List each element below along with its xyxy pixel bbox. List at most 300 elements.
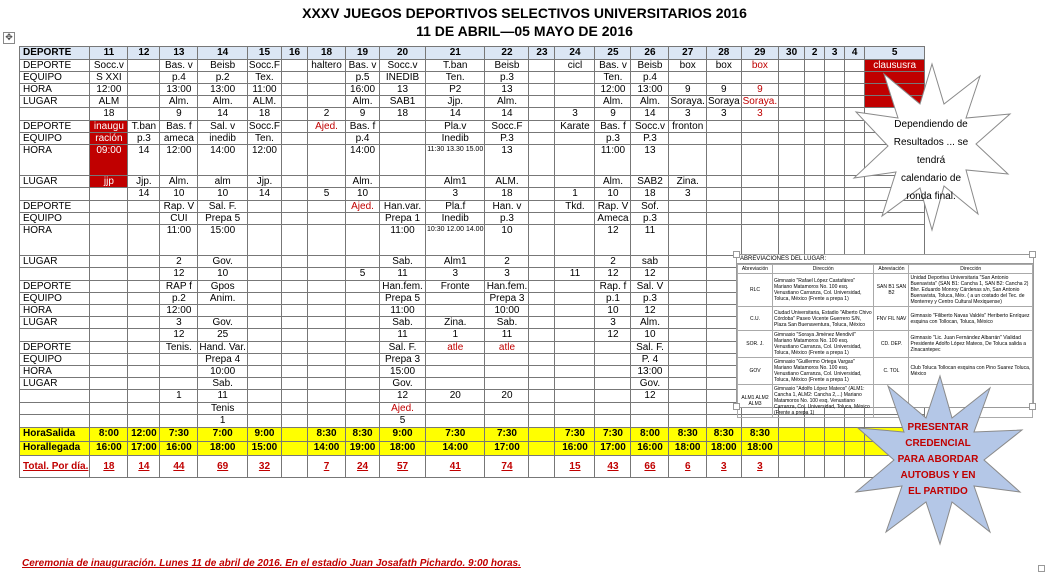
schedule-cell: 10 — [346, 188, 380, 201]
schedule-cell — [247, 225, 281, 256]
schedule-cell: 8:30 — [741, 428, 778, 442]
schedule-cell: 14 — [198, 47, 248, 60]
schedule-cell — [669, 145, 706, 176]
abbreviations-header-cell: Dirección — [773, 265, 874, 274]
schedule-cell — [529, 293, 555, 305]
schedule-cell: Alm. — [595, 96, 631, 108]
schedule-cell — [779, 456, 805, 478]
schedule-cell: p.4 — [346, 133, 380, 145]
schedule-cell: Bas. v — [346, 60, 380, 72]
schedule-cell: T.ban — [128, 121, 160, 133]
schedule-cell — [346, 415, 380, 428]
schedule-cell — [741, 213, 778, 225]
schedule-cell — [128, 329, 160, 342]
schedule-cell — [346, 390, 380, 403]
schedule-cell — [346, 342, 380, 354]
schedule-cell: Sab. — [198, 378, 248, 390]
footnote: Ceremonia de inauguración. Lunes 11 de abril de 2016. En el estadio Juan Josafath Pichardo. 9:00 horas. — [22, 558, 521, 569]
schedule-cell — [669, 256, 706, 268]
schedule-cell — [741, 188, 778, 201]
schedule-cell: S XXI — [90, 72, 128, 84]
table-resize-handle-icon[interactable] — [1038, 565, 1045, 572]
schedule-cell: Jjp. — [426, 96, 485, 108]
schedule-row — [20, 201, 925, 213]
schedule-cell: 3 — [706, 108, 741, 121]
schedule-cell — [346, 213, 380, 225]
schedule-cell: Han.var. — [380, 201, 426, 213]
schedule-cell: 14 — [631, 108, 669, 121]
schedule-cell: 14:00 — [198, 145, 248, 176]
schedule-cell — [346, 378, 380, 390]
schedule-cell: 7:30 — [485, 428, 529, 442]
schedule-cell — [529, 268, 555, 281]
schedule-cell — [779, 60, 805, 72]
schedule-cell: Sal. F. — [631, 342, 669, 354]
schedule-cell — [128, 201, 160, 213]
schedule-cell: Gov. — [380, 378, 426, 390]
schedule-cell: 7:30 — [595, 428, 631, 442]
schedule-cell — [282, 293, 308, 305]
schedule-cell: Beisb — [198, 60, 248, 72]
schedule-cell: 14 — [198, 108, 248, 121]
schedule-cell: 12 — [128, 47, 160, 60]
schedule-cell — [631, 403, 669, 415]
schedule-cell: 32 — [247, 456, 281, 478]
schedule-cell: 57 — [380, 456, 426, 478]
schedule-cell — [805, 456, 825, 478]
schedule-cell — [669, 329, 706, 342]
schedule-cell — [706, 188, 741, 201]
schedule-cell: 10:00 — [198, 366, 248, 378]
schedule-cell: 2 — [595, 256, 631, 268]
schedule-cell: 18:00 — [198, 442, 248, 456]
schedule-cell — [669, 415, 706, 428]
schedule-cell: 12 — [595, 225, 631, 256]
schedule-cell: 11:00 — [595, 145, 631, 176]
schedule-cell — [282, 96, 308, 108]
abbreviations-row — [738, 274, 1033, 307]
schedule-cell — [529, 213, 555, 225]
schedule-cell — [779, 213, 805, 225]
schedule-cell — [128, 342, 160, 354]
schedule-cell: 43 — [595, 456, 631, 478]
schedule-cell: 10 — [160, 188, 198, 201]
schedule-cell: RAP f — [160, 281, 198, 293]
schedule-cell: 16:00 — [555, 442, 595, 456]
schedule-cell — [346, 256, 380, 268]
resize-handle-icon[interactable] — [733, 251, 740, 258]
schedule-cell — [669, 133, 706, 145]
schedule-cell — [669, 201, 706, 213]
schedule-cell: Socc.v — [380, 60, 426, 72]
schedule-cell — [706, 145, 741, 176]
schedule-cell: 7 — [308, 456, 346, 478]
schedule-cell — [669, 72, 706, 84]
schedule-cell: P.3 — [631, 133, 669, 145]
schedule-cell — [805, 84, 825, 96]
schedule-cell: box — [669, 60, 706, 72]
schedule-cell: 14 — [426, 108, 485, 121]
schedule-cell — [555, 133, 595, 145]
schedule-cell — [308, 354, 346, 366]
schedule-cell: inedib — [198, 133, 248, 145]
schedule-cell: box — [741, 60, 778, 72]
schedule-cell — [128, 225, 160, 256]
schedule-cell: 8:30 — [346, 428, 380, 442]
schedule-cell — [247, 268, 281, 281]
schedule-cell — [380, 188, 426, 201]
schedule-cell — [90, 390, 128, 403]
schedule-cell — [426, 403, 485, 415]
schedule-cell: 9:00 — [247, 428, 281, 442]
schedule-cell: 19:00 — [346, 442, 380, 456]
schedule-cell: 1 — [160, 390, 198, 403]
header-row — [20, 47, 925, 60]
schedule-cell: 18 — [485, 188, 529, 201]
schedule-cell: 10 — [595, 305, 631, 317]
row-label: EQUIPO — [20, 72, 90, 84]
schedule-cell — [529, 342, 555, 354]
schedule-cell — [741, 133, 778, 145]
schedule-cell — [555, 403, 595, 415]
schedule-cell: Soraya — [707, 96, 740, 107]
schedule-cell — [308, 145, 346, 176]
schedule-cell — [282, 329, 308, 342]
schedule-cell: Inedib — [426, 133, 485, 145]
schedule-cell: 12 — [631, 390, 669, 403]
schedule-cell: 24 — [346, 456, 380, 478]
schedule-cell — [555, 329, 595, 342]
schedule-cell: T.ban — [426, 60, 485, 72]
schedule-cell — [669, 317, 706, 329]
schedule-cell: 19 — [346, 47, 380, 60]
schedule-cell: 4 — [845, 47, 865, 60]
schedule-row — [20, 96, 925, 108]
schedule-cell — [308, 378, 346, 390]
schedule-cell: 15 — [247, 47, 281, 60]
schedule-cell: 16:00 — [346, 84, 380, 96]
schedule-cell — [282, 60, 308, 72]
schedule-cell: 18:00 — [380, 442, 426, 456]
count-row — [20, 108, 925, 121]
row-label: Total. Por día. — [20, 456, 90, 478]
schedule-cell: 7:30 — [426, 428, 485, 442]
schedule-cell — [247, 293, 281, 305]
schedule-cell — [555, 390, 595, 403]
schedule-cell — [90, 256, 128, 268]
schedule-cell: Bas. v — [595, 60, 631, 72]
schedule-cell: Alm. — [160, 96, 198, 108]
schedule-cell — [160, 378, 198, 390]
schedule-cell: 3 — [741, 108, 778, 121]
schedule-cell — [825, 121, 845, 133]
schedule-cell: box — [706, 60, 741, 72]
schedule-cell: 15:00 — [247, 442, 281, 456]
schedule-cell: alm — [198, 176, 248, 188]
schedule-cell — [485, 366, 529, 378]
schedule-cell: 11:00 — [160, 225, 198, 256]
schedule-cell — [282, 121, 308, 133]
schedule-cell: 22 — [485, 47, 529, 60]
schedule-cell — [485, 378, 529, 390]
schedule-cell — [555, 225, 595, 256]
row-label: HORA — [20, 366, 90, 378]
schedule-cell: 13:00 — [160, 84, 198, 96]
schedule-cell — [90, 281, 128, 293]
row-label: DEPORTE — [20, 121, 90, 133]
schedule-cell — [128, 378, 160, 390]
schedule-cell — [805, 176, 825, 188]
schedule-cell — [529, 60, 555, 72]
schedule-cell: 9 — [706, 84, 741, 96]
schedule-cell: Sof. — [631, 201, 669, 213]
schedule-cell — [282, 415, 308, 428]
schedule-cell: 12 — [160, 268, 198, 281]
schedule-cell: 3 — [669, 188, 706, 201]
schedule-cell: Bas. v — [160, 60, 198, 72]
schedule-cell: Tkd. — [555, 201, 595, 213]
schedule-cell — [631, 415, 669, 428]
row-label: DEPORTE — [20, 342, 90, 354]
schedule-cell: Inedib — [426, 213, 485, 225]
schedule-cell — [529, 72, 555, 84]
schedule-cell — [825, 96, 845, 108]
schedule-cell — [308, 201, 346, 213]
schedule-row — [20, 145, 925, 176]
schedule-cell: 16:00 — [160, 442, 198, 456]
schedule-cell: Gpos — [198, 281, 248, 293]
schedule-cell — [529, 428, 555, 442]
row-label: EQUIPO — [20, 354, 90, 366]
schedule-cell: 13 — [631, 145, 669, 176]
schedule-cell — [90, 305, 128, 317]
schedule-cell — [779, 201, 805, 213]
abbreviations-header-row — [738, 265, 1033, 274]
schedule-cell — [128, 96, 160, 108]
schedule-cell — [741, 225, 778, 256]
schedule-cell: Bas. f — [595, 121, 631, 133]
schedule-cell — [308, 329, 346, 342]
schedule-cell — [128, 256, 160, 268]
schedule-cell: 17:00 — [485, 442, 529, 456]
schedule-cell — [128, 390, 160, 403]
schedule-cell — [485, 403, 529, 415]
schedule-cell: 23 — [529, 47, 555, 60]
schedule-cell: 41 — [426, 456, 485, 478]
schedule-cell — [825, 201, 845, 213]
schedule-cell — [555, 378, 595, 390]
schedule-cell — [779, 84, 805, 96]
schedule-cell: 14:00 — [308, 442, 346, 456]
schedule-cell — [90, 188, 128, 201]
schedule-cell: 11 — [485, 329, 529, 342]
schedule-row — [20, 60, 925, 72]
schedule-cell — [529, 403, 555, 415]
schedule-cell — [555, 305, 595, 317]
schedule-cell: Ameca — [595, 213, 631, 225]
count-row — [20, 188, 925, 201]
schedule-cell — [247, 366, 281, 378]
row-label: HoraSalida — [20, 428, 90, 442]
row-label: EQUIPO — [20, 293, 90, 305]
schedule-cell — [247, 378, 281, 390]
schedule-cell: Prepa 3 — [380, 354, 426, 366]
schedule-cell — [529, 442, 555, 456]
schedule-cell — [308, 293, 346, 305]
schedule-cell — [308, 305, 346, 317]
resize-handle-icon[interactable] — [1029, 251, 1036, 258]
schedule-cell: 5 — [380, 415, 426, 428]
schedule-cell: 1 — [198, 415, 248, 428]
schedule-cell — [247, 354, 281, 366]
schedule-cell — [706, 176, 741, 188]
schedule-cell — [825, 133, 845, 145]
abbreviation-address: Club Toluca Tollocan esquina con Pino Suarez Toluca, México — [909, 358, 1033, 385]
schedule-cell — [805, 121, 825, 133]
schedule-cell: 3 — [426, 268, 485, 281]
abbreviation-code: FNV FIL NAV — [874, 307, 909, 331]
schedule-cell: Socc.F — [485, 121, 529, 133]
schedule-cell: 20 — [426, 390, 485, 403]
schedule-cell — [160, 366, 198, 378]
schedule-cell: p.2 — [198, 72, 248, 84]
schedule-cell: Socc.F — [248, 60, 281, 71]
resize-handle-icon[interactable] — [1029, 403, 1036, 410]
schedule-cell: 14 — [128, 145, 160, 176]
schedule-cell: p.2 — [160, 293, 198, 305]
schedule-cell: Alm. — [485, 96, 529, 108]
schedule-cell — [706, 213, 741, 225]
schedule-cell — [529, 108, 555, 121]
move-handle-icon[interactable]: ✥ — [3, 32, 15, 44]
schedule-cell — [308, 281, 346, 293]
abbreviation-address: Unidad Deportiva Universitaria "San Antonio Buenavista" (SAN B1: Cancha 1, SAN B2: Cancha 2) Blvr. Eduardo Monroy Cárdenas s/n, San Antonio Buenavista, Toluca, Méx. ( a un costado del Tec. de Monterrey y Centro Cultural Mexiquense) — [909, 274, 1033, 307]
schedule-cell — [282, 145, 308, 176]
schedule-cell: 11:00 — [380, 305, 426, 317]
schedule-cell: INEDIB — [380, 72, 426, 84]
schedule-cell: 7:00 — [198, 428, 248, 442]
schedule-cell: 12:00 — [128, 428, 160, 442]
title-line-2: 11 DE ABRIL—05 MAYO DE 2016 — [416, 23, 633, 39]
schedule-cell: Rap. V — [160, 201, 198, 213]
resize-handle-icon[interactable] — [733, 403, 740, 410]
row-label: DEPORTE — [20, 60, 90, 72]
schedule-cell — [346, 305, 380, 317]
schedule-cell — [529, 317, 555, 329]
schedule-cell: 9:00 — [380, 428, 426, 442]
schedule-cell: 8:30 — [706, 428, 741, 442]
schedule-cell — [282, 442, 308, 456]
schedule-cell: 10:30 12.00 14.00 — [426, 225, 485, 256]
schedule-cell — [380, 133, 426, 145]
schedule-cell: Socc.v — [631, 121, 669, 133]
schedule-cell — [160, 415, 198, 428]
schedule-cell — [282, 390, 308, 403]
schedule-cell: p.3 — [128, 133, 160, 145]
schedule-cell: Sal. F. — [380, 342, 426, 354]
schedule-cell — [805, 201, 825, 213]
abbreviation-code: RLC — [738, 274, 773, 307]
schedule-cell: 7:30 — [555, 428, 595, 442]
schedule-cell — [308, 366, 346, 378]
abbreviations-row — [738, 331, 1033, 358]
schedule-cell: 2 — [805, 47, 825, 60]
schedule-cell: 17:00 — [128, 442, 160, 456]
schedule-cell — [426, 305, 485, 317]
schedule-cell: 7:30 — [160, 428, 198, 442]
schedule-cell: Ten. — [595, 72, 631, 84]
schedule-cell — [346, 293, 380, 305]
schedule-cell: 12:00 — [160, 145, 198, 176]
schedule-cell — [741, 72, 778, 84]
schedule-cell: 09:00 — [90, 145, 128, 176]
schedule-cell: Rap. V — [595, 201, 631, 213]
schedule-cell: 9 — [669, 84, 706, 96]
row-label — [20, 268, 90, 281]
schedule-cell: Beisb — [631, 60, 669, 72]
schedule-cell: 2 — [485, 256, 529, 268]
schedule-cell — [128, 84, 160, 96]
schedule-cell — [282, 456, 308, 478]
schedule-cell — [669, 305, 706, 317]
schedule-cell: ALM — [90, 96, 128, 108]
schedule-cell: Hand. Var. — [199, 342, 246, 353]
schedule-cell: Ajed. — [380, 403, 426, 415]
abbreviation-address: Ciudad Universitaria, Estadio "Alberto Chivo Córdoba" Paseo Vicente Guerrero S/N, Plaza San Buenaventura, Toluca, México — [773, 307, 874, 331]
schedule-cell: Ten. — [247, 133, 281, 145]
row-label: Horallegada — [20, 442, 90, 456]
schedule-cell: Sab. — [380, 256, 426, 268]
row-label: DEPORTE — [20, 47, 90, 60]
schedule-cell: 11 — [198, 390, 248, 403]
row-label: HORA — [20, 84, 90, 96]
schedule-cell — [282, 342, 308, 354]
schedule-cell: 10:00 — [485, 305, 529, 317]
schedule-cell: Jjp. — [247, 176, 281, 188]
schedule-cell — [282, 366, 308, 378]
schedule-cell: 10 — [595, 188, 631, 201]
schedule-cell: p.1 — [595, 293, 631, 305]
schedule-cell — [595, 342, 631, 354]
schedule-cell: 30 — [779, 47, 805, 60]
schedule-cell: 12 — [631, 305, 669, 317]
schedule-cell: 18 — [90, 108, 128, 121]
schedule-cell: 3 — [426, 188, 485, 201]
schedule-cell — [555, 366, 595, 378]
schedule-cell — [706, 121, 741, 133]
schedule-cell — [669, 281, 706, 293]
schedule-cell — [669, 225, 706, 256]
schedule-cell — [669, 390, 706, 403]
schedule-cell: Bas. f — [160, 121, 198, 133]
row-label: LUGAR — [20, 378, 90, 390]
schedule-cell — [247, 281, 281, 293]
abbreviation-address: Gimnasio "Filiberto Navas Valdés" Heriberto Enríquez esquina con Tollocan, Toluca, México — [909, 307, 1033, 331]
schedule-cell: fronton — [669, 121, 706, 133]
schedule-cell: 18:00 — [669, 442, 706, 456]
schedule-cell — [529, 281, 555, 293]
schedule-cell — [555, 213, 595, 225]
schedule-cell: 11 — [555, 268, 595, 281]
schedule-cell — [426, 415, 485, 428]
schedule-cell: 10 — [198, 268, 248, 281]
schedule-cell — [555, 176, 595, 188]
schedule-cell — [529, 415, 555, 428]
schedule-cell — [128, 72, 160, 84]
schedule-cell — [128, 60, 160, 72]
schedule-cell — [529, 201, 555, 213]
schedule-cell — [128, 415, 160, 428]
